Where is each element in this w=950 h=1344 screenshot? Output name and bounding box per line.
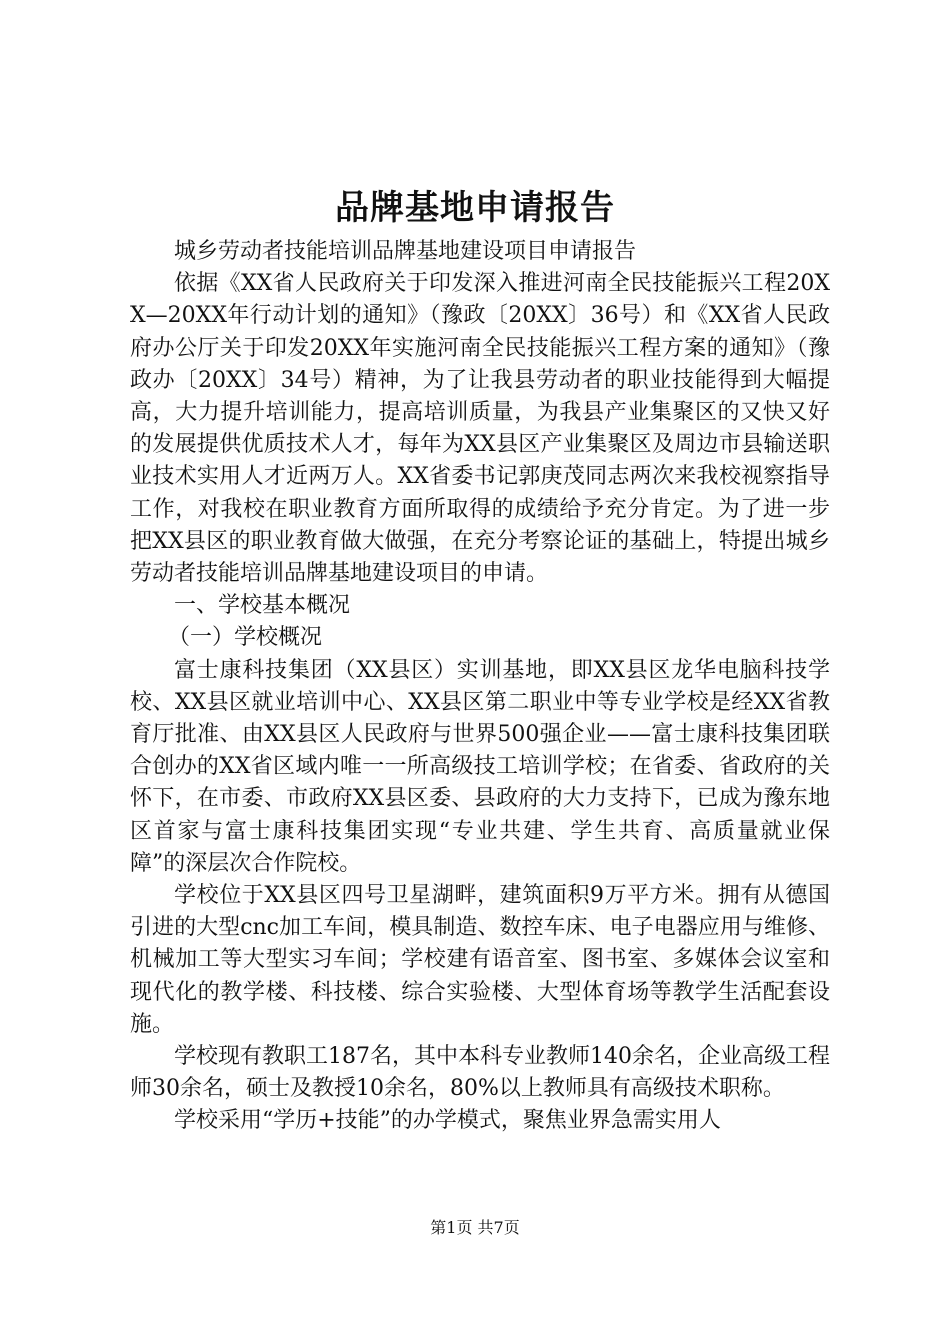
paragraph-basis: 依据《XX省人民政府关于印发深入推进河南全民技能振兴工程20XX—20XX年行动计划的通知》（豫政〔20XX〕36号）和《XX省人民政府办公厅关于印发20XX年实施河南全民技能振兴工程方案的通知》（豫政办〔20XX〕34号）精神，为了让我县劳动者的职业技能得到大幅提高，大力提升培训能力，提高培训质量，为我县产业集聚区的又快又好的发展提供优质技术人才，每年为XX县区产业集聚区及周边市县输送职业技术实用人才近两万人。XX省委书记郭庚茂同志两次来我校视察指导工作，对我校在职业教育方面所取得的成绩给予充分肯定。为了进一步把XX县区的职业教育做大做强，在充分考察论证的基础上，特提出城乡劳动者技能培训品牌基地建设项目的申请。 (130, 271, 830, 587)
paragraph-school-overview: 富士康科技集团（XX县区）实训基地，即XX县区龙华电脑科技学校、XX县区就业培训中心、XX县区第二职业中等专业学校是经XX省教育厅批准、由XX县区人民政府与世界500强企业——富士康科技集团联合创办的XX省区域内唯一一所高级技工培训学校；在省委、省政府的关怀下，在市委、市政府XX县区委、县政府的大力支持下，已成为豫东地区首家与富士康科技集团实现“专业共建、学生共育、高质量就业保障”的深层次合作院校。 (130, 657, 830, 876)
paragraph-school-location: 学校位于XX县区四号卫星湖畔，建筑面积9万平方米。拥有从德国引进的大型cnc加工车间，模具制造、数控车床、电子电器应用与维修、机械加工等大型实习车间；学校建有语音室、图书室、多媒体会议室和现代化的教学楼、科技楼、综合实验楼、大型体育场等教学生活配套设施。 (130, 883, 830, 1037)
subsection-heading-1: （一）学校概况 (168, 625, 323, 651)
page-footer: 第1页 共7页 (430, 1218, 520, 1237)
document-title: 品牌基地申请报告 (335, 188, 615, 228)
paragraph-model: 学校采用“学历+技能”的办学模式，聚焦业界急需实用人 (174, 1108, 721, 1134)
section-heading-1: 一、学校基本概况 (174, 593, 351, 619)
paragraph-subtitle: 城乡劳动者技能培训品牌基地建设项目申请报告 (174, 239, 637, 264)
paragraph-staff: 学校现有教职工187名，其中本科专业教师140余名，企业高级工程师30余名，硕士及教授10余名，80%以上教师具有高级技术职称。 (130, 1044, 831, 1102)
document-body (130, 236, 830, 1138)
